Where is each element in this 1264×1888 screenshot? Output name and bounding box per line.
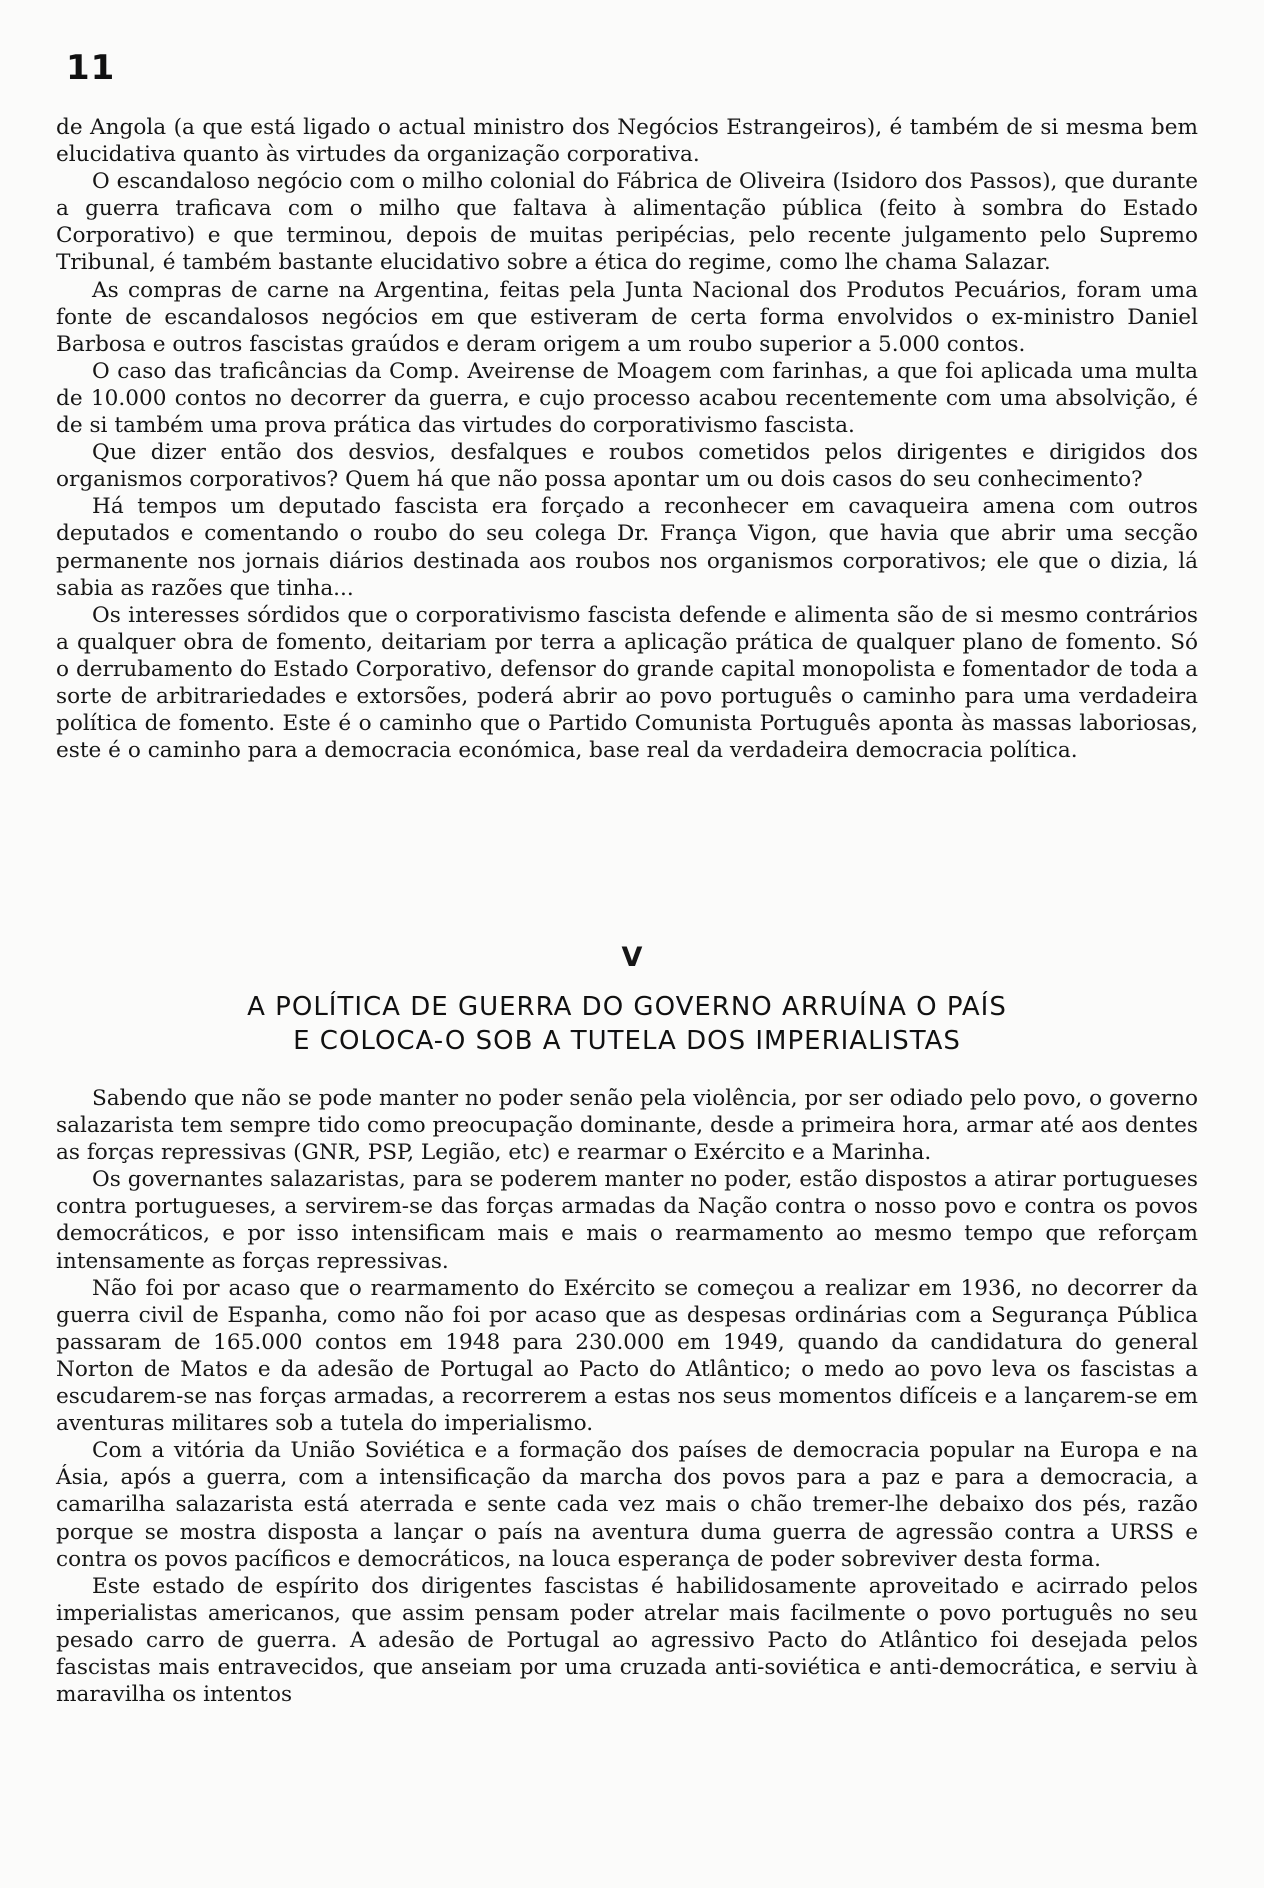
section-title-line: E COLOCA-O SOB A TUTELA DOS IMPERIALISTAS bbox=[293, 1026, 961, 1056]
section-title-line: A POLÍTICA DE GUERRA DO GOVERNO ARRUÍNA O PAÍS bbox=[247, 992, 1007, 1022]
text-block-bottom bbox=[56, 1085, 1198, 1708]
paragraph: de Angola (a que está ligado o actual ministro dos Negócios Estrangeiros), é também de si mesma bem elucidativa quanto às virtudes da organização corporativa. bbox=[56, 115, 1198, 168]
paragraph: Não foi por acaso que o rearmamento do Exército se começou a realizar em 1936, no decorrer da guerra civil de Espanha, como não foi por acaso que as despesas ordinárias com a Segurança Pública passaram de 165.000 contos em 1948 para 230.000 em 1949, quando da candidatura do general Norton de Matos e da adesão de Portugal ao Pacto do Atlântico; o medo ao povo leva os fascistas a escudarem-se nas forças armadas, a recorrerem a estas nos seus momentos difíceis e a lançarem-se em aventuras militares sob a tutela do imperialismo. bbox=[56, 1275, 1198, 1437]
text-block-top bbox=[56, 114, 1198, 764]
paragraph: Os interesses sórdidos que o corporativismo fascista defende e alimenta são de si mesmo contrários a qualquer obra de fomento, deitariam por terra a aplicação prática de qualquer plano de fomento. Só o derrubamento do Estado Corporativo, defensor do grande capital monopolista e fomentador de toda a sorte de arbitrariedades e extorsões, poderá abrir ao povo português o caminho para uma verdadeira política de fomento. Este é o caminho que o Partido Comunista Português aponta às massas laboriosas, este é o caminho para a democracia económica, base real da verdadeira democracia política. bbox=[56, 602, 1198, 764]
paragraph: Com a vitória da União Soviética e a formação dos países de democracia popular na Europa e na Ásia, após a guerra, com a intensificação da marcha dos povos para a paz e para a democracia, a camarilha salazarista está aterrada e sente cada vez mais o chão tremer-lhe debaixo dos pés, razão porque se mostra disposta a lançar o país na aventura duma guerra de agressão contra a URSS e contra os povos pacíficos e democráticos, na louca esperança de poder sobreviver desta forma. bbox=[56, 1438, 1198, 1572]
paragraph: Este estado de espírito dos dirigentes fascistas é habilidosamente aproveitado e acirrado pelos imperialistas americanos, que assim pensam poder atrelar mais facilmente o povo português no seu pesado carro de guerra. A adesão de Portugal ao agressivo Pacto do Atlântico foi desejada pelos fascistas mais entravecidos, que anseiam por uma cruzada anti-soviética e anti-democrática, e serviu à maravilha os intentos bbox=[56, 1573, 1198, 1708]
section-title bbox=[56, 990, 1198, 1058]
paragraph: Os governantes salazaristas, para se poderem manter no poder, estão dispostos a atirar portugueses contra portugueses, a servirem-se das forças armadas da Nação contra o nosso povo e contra os povos democráticos, e por isso intensificam mais e mais o rearmamento ao mesmo tempo que reforçam intensamente as forças repressivas. bbox=[56, 1167, 1198, 1274]
paragraph: Sabendo que não se pode manter no poder senão pela violência, por ser odiado pelo povo, o governo salazarista tem sempre tido como preocupação dominante, desde a primeira hora, armar até aos dentes as forças repressivas (GNR, PSP, Legião, etc) e rearmar o Exército e a Marinha. bbox=[56, 1086, 1198, 1166]
paragraph: Que dizer então dos desvios, desfalques e roubos cometidos pelos dirigentes e dirigidos dos organismos corporativos? Quem há que não possa apontar um ou dois casos do seu conhecimento? bbox=[56, 440, 1198, 493]
paragraph: O caso das traficâncias da Comp. Aveirense de Moagem com farinhas, a que foi aplicada uma multa de 10.000 contos no decorrer da guerra, e cujo processo acabou recentemente com uma absolvição, é de si também uma prova prática das virtudes do corporativismo fascista. bbox=[56, 358, 1198, 439]
page-number: 11 bbox=[66, 48, 116, 88]
paragraph: O escandaloso negócio com o milho colonial do Fábrica de Oliveira (Isidoro dos Passos), que durante a guerra traficava com o milho que faltava à alimentação pública (feito à sombra do Estado Corporativo) e que terminou, depois de muitas peripécias, pelo recente julgamento pelo Supremo Tribunal, é também bastante elucidativo sobre a ética do regime, como lhe chama Salazar. bbox=[56, 169, 1198, 276]
paragraph: Há tempos um deputado fascista era forçado a reconhecer em cavaqueira amena com outros deputados e comentando o roubo do seu colega Dr. França Vigon, que havia que abrir uma secção permanente nos jornais diários destinada aos roubos nos organismos corporativos; ele que o dizia, lá sabia as razões que tinha... bbox=[56, 494, 1198, 601]
section-numeral: V bbox=[621, 942, 643, 973]
paragraph: As compras de carne na Argentina, feitas pela Junta Nacional dos Produtos Pecuários, foram uma fonte de escandalosos negócios em que estiveram de certa forma envolvidos o ex-ministro Daniel Barbosa e outros fascistas graúdos e deram origem a um roubo superior a 5.000 contos. bbox=[56, 277, 1198, 357]
